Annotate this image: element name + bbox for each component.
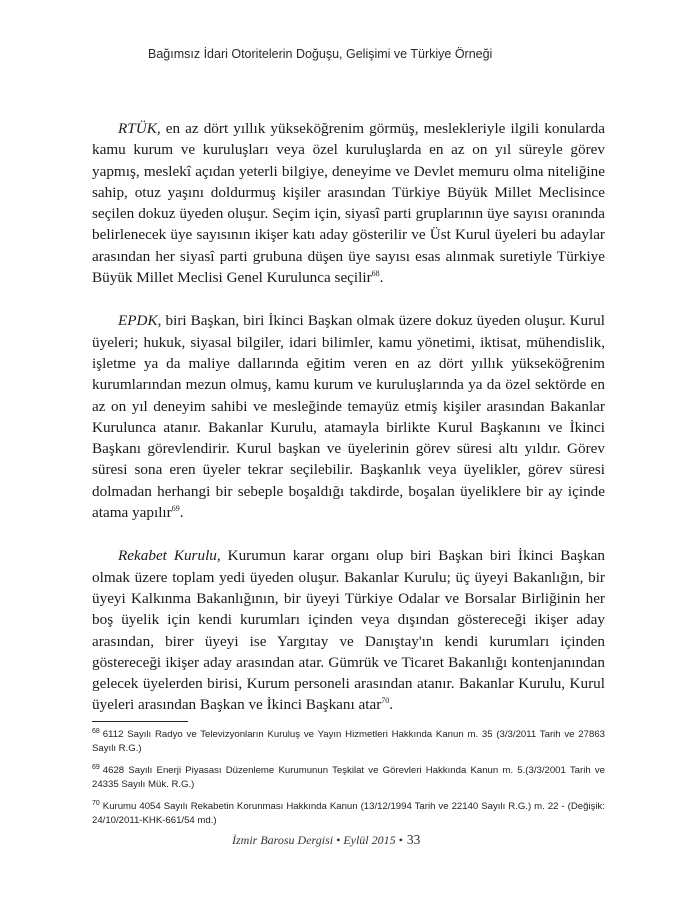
paragraph-text: , Kurumun karar organı olup biri Başkan biri İkinci Başkan olmak üzere toplam yedi üyeden oluşur. Bakanlar Kurulu; üç üyeyi Bakanlığın, bir üyeyi Kalkınma Bakanlığının, bir üyeyi Türkiye Odalar ve Borsalar Birliğinin her boş üyelik için kendi kurumları içinden veya dışından göstereceği ikişer aday arasından, birer üyeyi ise Yargıtay ve Danıştay'ın kendi kurumları içinden göstereceği ikişer aday arasından atar. Gümrük ve Ticaret Bakanlığı kontenjanından gelecek üyelerden birisi, Kurum personeli arasından atanır. Bakanlar Kurulu, Kurul üyeleri arasından Başkan ve İkinci Başkanı atar — [92, 547, 605, 714]
body-text — [92, 118, 605, 738]
running-header: Bağımsız İdari Otoritelerin Doğuşu, Gelişimi ve Türkiye Örneği — [148, 47, 493, 61]
footnote-text: 6112 Sayılı Radyo ve Televizyonların Kuruluş ve Yayın Hizmetleri Hakkında Kanun m. 35 (3/3/2011 Tarih ve 27863 Sayılı R.G.) — [92, 729, 605, 754]
footnote-ref[interactable]: 70 — [381, 696, 390, 706]
footnote-divider — [92, 721, 188, 722]
footnote-number: 69 — [92, 763, 100, 771]
footnote — [92, 764, 605, 791]
paragraph-tail: . — [179, 504, 184, 522]
paragraph-tail: . — [389, 696, 394, 714]
footnote-ref[interactable]: 68 — [371, 269, 380, 279]
paragraph-rekabet — [92, 545, 605, 715]
footnotes — [92, 728, 605, 836]
paragraph-text: , biri Başkan, biri İkinci Başkan olmak üzere dokuz üyeden oluşur. Kurul üyeleri; hukuk, siyasal bilgiler, idari bilimler, kamu yönetimi, iktisat, mühendislik, işletme ya da maliye dallarında eğitim veren en az dört yıllık yükseköğrenim kurumlarından mezun olmuş, kamu kurum ve kuruluşlarında ya da özel sektörde en az on yıl deneyim sahibi ve mesleğinde temayüz etmiş kişiler arasından Bakanlar Kurulunca atanır. Bakanlar Kurulu, atamayla birlikte Kurul Başkanını ve İkinci Başkanı görevlendirir. Kurul başkan ve üyelerinin görev süresi altı yıldır. Görev süresi sona eren üyeler tekrar seçilebilir. Başkanlık veya üyelikler, görev süresi dolmadan herhangi bir sebeple boşaldığı takdirde, boşalan üyeliklere bir ay içinde atama yapılır — [92, 312, 605, 522]
paragraph-epdk — [92, 310, 605, 523]
footnote-text: 4628 Sayılı Enerji Piyasası Düzenleme Kurumunun Teşkilat ve Görevleri Hakkında Kanun m. 5.(3/3/2001 Tarih ve 24335 Sayılı Mük. R.G.) — [92, 765, 605, 790]
footnote-number: 70 — [92, 799, 100, 807]
footnote-number: 68 — [92, 727, 100, 735]
page-number: 33 — [406, 832, 421, 847]
paragraph-rtuk — [92, 118, 605, 288]
footnote — [92, 800, 605, 827]
paragraph-text: , en az dört yıllık yükseköğrenim görmüş, meslekleriyle ilgili konularda kamu kurum ve kuruluşları veya özel kuruluşlarda en az on yıl süreyle görev yapmış, meslekî açıdan yeterli bilgiye, deneyime ve Devlet memuru olma niteliğine sahip, otuz yaşını doldurmuş kişiler arasından Türkiye Büyük Millet Meclisince seçilen dokuz üyeden oluşur. Seçim için, siyasî parti gruplarının üye sayısı oranında belirlenecek üye sayısının ikişer katı aday gösterilir ve Üst Kurul üyeleri bu adaylar arasından her siyasî parti grubuna düşen üye sayısı esas alınmak suretiyle Türkiye Büyük Millet Meclisi Genel Kurulunca seçilir — [92, 120, 605, 287]
paragraph-lead: RTÜK — [118, 120, 157, 137]
page-footer — [232, 832, 420, 848]
paragraph-lead: Rekabet Kurulu — [118, 547, 217, 565]
footnote — [92, 728, 605, 755]
footnote-text: Kurumu 4054 Sayılı Rekabetin Korunması Hakkında Kanun (13/12/1994 Tarih ve 22140 Sayılı R.G.) m. 22 - (Değişik: 24/10/2011-KHK-661/54 md.) — [92, 801, 605, 826]
paragraph-tail: . — [379, 269, 384, 287]
journal-name: İzmir Barosu Dergisi • Eylül 2015 • — [232, 833, 403, 847]
paragraph-lead: EPDK — [118, 312, 158, 330]
footnote-ref[interactable]: 69 — [171, 503, 180, 513]
